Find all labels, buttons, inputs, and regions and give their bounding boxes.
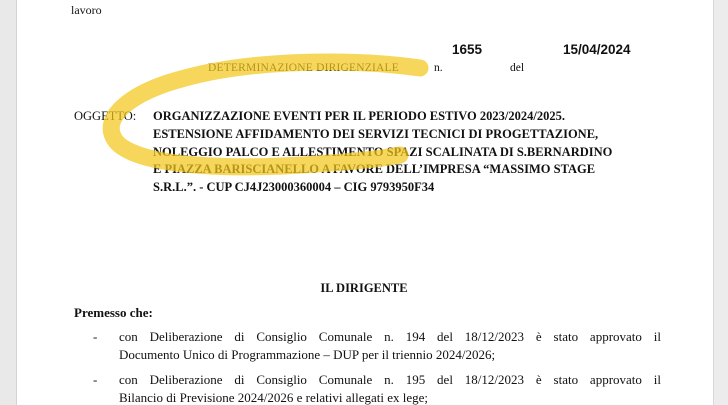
subject-line: E PIAZZA BARISCIANELLO A FAVORE DELL’IMPRESA “MASSIMO STAGE [153,162,596,177]
subject-line: S.R.L.”. - CUP CJ4J23000360004 – CIG 9793950F34 [153,180,435,195]
list-bullet: - [93,329,98,344]
premise-label: Premesso che: [74,305,153,320]
section-heading: IL DIRIGENTE [320,281,408,295]
determination-number: 1655 [452,42,483,57]
list-item-line: con Deliberazione di Consiglio Comunale n. 194 del 18/12/2023 è stato approvato il [119,329,661,344]
subject-label: OGGETTO: [74,109,137,123]
subject-line: NOLEGGIO PALCO E ALLESTIMENTO SPAZI SCALINATA DI S.BERNARDINO [153,144,613,159]
list-item-line: con Deliberazione di Consiglio Comunale n. 195 del 18/12/2023 è stato approvato il [119,372,661,387]
determination-type-label: DETERMINAZIONE DIRIGENZIALE [208,62,399,74]
list-item-line: Bilancio di Previsione 2024/2026 e relativi allegati ex lege; [119,390,429,405]
number-label: n. [434,62,443,74]
subject-line: ORGANIZZAZIONE EVENTI PER IL PERIODO ESTIVO 2023/2024/2025. [153,109,565,123]
left-window-edge [0,0,17,405]
list-bullet: - [93,372,98,387]
subject-line: ESTENSIONE AFFIDAMENTO DEI SERVIZI TECNICI DI PROGETTAZIONE, [153,126,599,141]
subject-text [153,108,673,197]
previous-page-text-fragment: lavoro [71,3,102,17]
determination-date: 15/04/2024 [563,42,631,57]
right-window-edge [713,0,728,405]
date-label: del [510,62,525,74]
list-item-line: Documento Unico di Programmazione – DUP per il triennio 2024/2026; [119,347,496,362]
